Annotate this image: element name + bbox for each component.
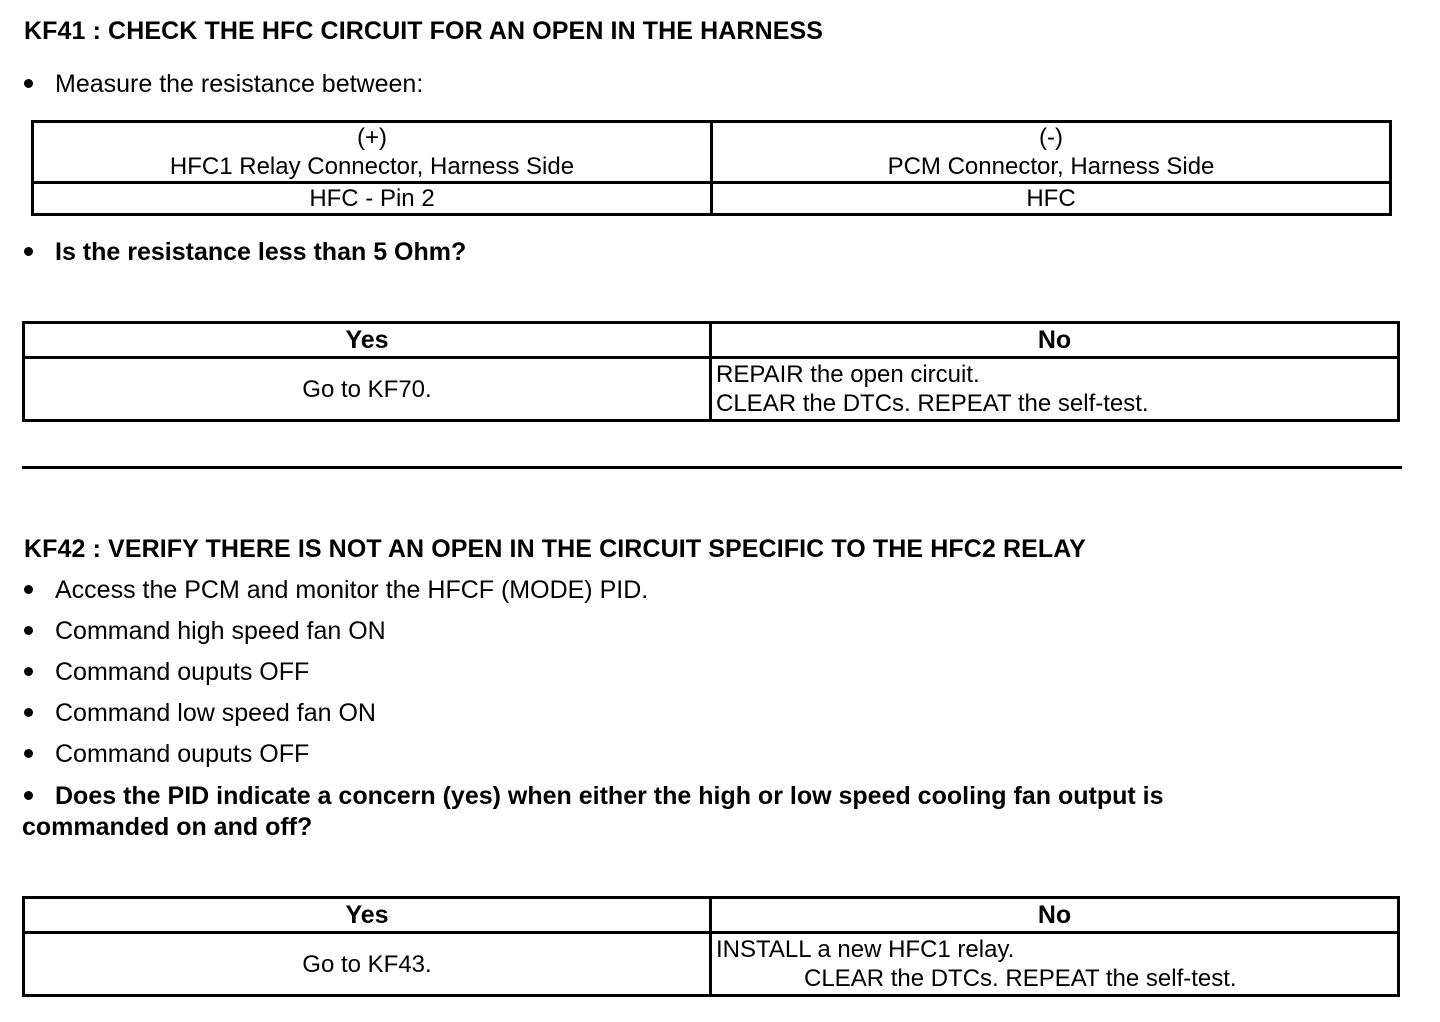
minus-header-cell (712, 122, 1391, 183)
step-text: Access the PCM and monitor the HFCF (MODE) PID. (55, 576, 649, 604)
kf41-answer-table (22, 321, 1400, 422)
bullet-icon (24, 708, 33, 717)
bullet-icon (24, 79, 33, 88)
kf42-step (24, 740, 309, 769)
kf42-step (24, 617, 386, 646)
kf41-instruction (24, 70, 423, 99)
no-action-cell (711, 933, 1399, 996)
step-text: Command high speed fan ON (55, 617, 386, 645)
bullet-icon (24, 626, 33, 635)
yes-header: Yes (24, 323, 711, 358)
kf42-step (24, 658, 309, 687)
table-row (33, 122, 1391, 183)
question-text: Is the resistance less than 5 Ohm? (55, 238, 467, 266)
step-text: Command ouputs OFF (55, 658, 310, 686)
no-action-line1: REPAIR the open circuit. (716, 361, 980, 388)
question-text: Does the PID indicate a concern (yes) when either the high or low speed cooling fan output is (55, 782, 1164, 810)
no-action-line2: CLEAR the DTCs. REPEAT the self-test. (804, 965, 1237, 992)
step-text: Command low speed fan ON (55, 699, 376, 727)
no-action-line1: INSTALL a new HFC1 relay. (716, 936, 1015, 963)
table-row (33, 183, 1391, 215)
bullet-icon (24, 247, 33, 256)
minus-value: HFC (712, 183, 1391, 215)
table-row (24, 933, 1399, 996)
table-row (24, 358, 1399, 421)
kf42-title: KF42 : VERIFY THERE IS NOT AN OPEN IN THE CIRCUIT SPECIFIC TO THE HFC2 RELAY (24, 535, 1086, 563)
kf41-measure-table (31, 120, 1392, 216)
bullet-icon (24, 749, 33, 758)
instruction-text: Measure the resistance between: (55, 70, 424, 98)
plus-header: (+) (357, 124, 387, 151)
kf42-step (24, 576, 648, 605)
kf42-question-cont: commanded on and off? (22, 813, 313, 841)
step-text: Command ouputs OFF (55, 740, 310, 768)
yes-header: Yes (24, 898, 711, 933)
bullet-icon (24, 667, 33, 676)
no-header: No (711, 323, 1399, 358)
kf41-question (24, 238, 466, 267)
minus-sub: PCM Connector, Harness Side (887, 153, 1215, 180)
no-action-line2: CLEAR the DTCs. REPEAT the self-test. (716, 390, 1149, 417)
no-action-cell (711, 358, 1399, 421)
table-row (24, 323, 1399, 358)
bullet-icon (24, 791, 33, 800)
yes-action: Go to KF70. (24, 358, 711, 421)
yes-action: Go to KF43. (24, 933, 711, 996)
table-row (24, 898, 1399, 933)
bullet-icon (24, 585, 33, 594)
no-header: No (711, 898, 1399, 933)
plus-value: HFC - Pin 2 (33, 183, 712, 215)
kf41-title: KF41 : CHECK THE HFC CIRCUIT FOR AN OPEN IN THE HARNESS (24, 17, 824, 45)
minus-header: (-) (1039, 124, 1063, 151)
kf42-answer-table (22, 896, 1400, 997)
plus-sub: HFC1 Relay Connector, Harness Side (169, 153, 575, 180)
kf42-question (24, 782, 1163, 811)
kf42-step (24, 699, 376, 728)
section-divider (22, 466, 1402, 469)
plus-header-cell (33, 122, 712, 183)
